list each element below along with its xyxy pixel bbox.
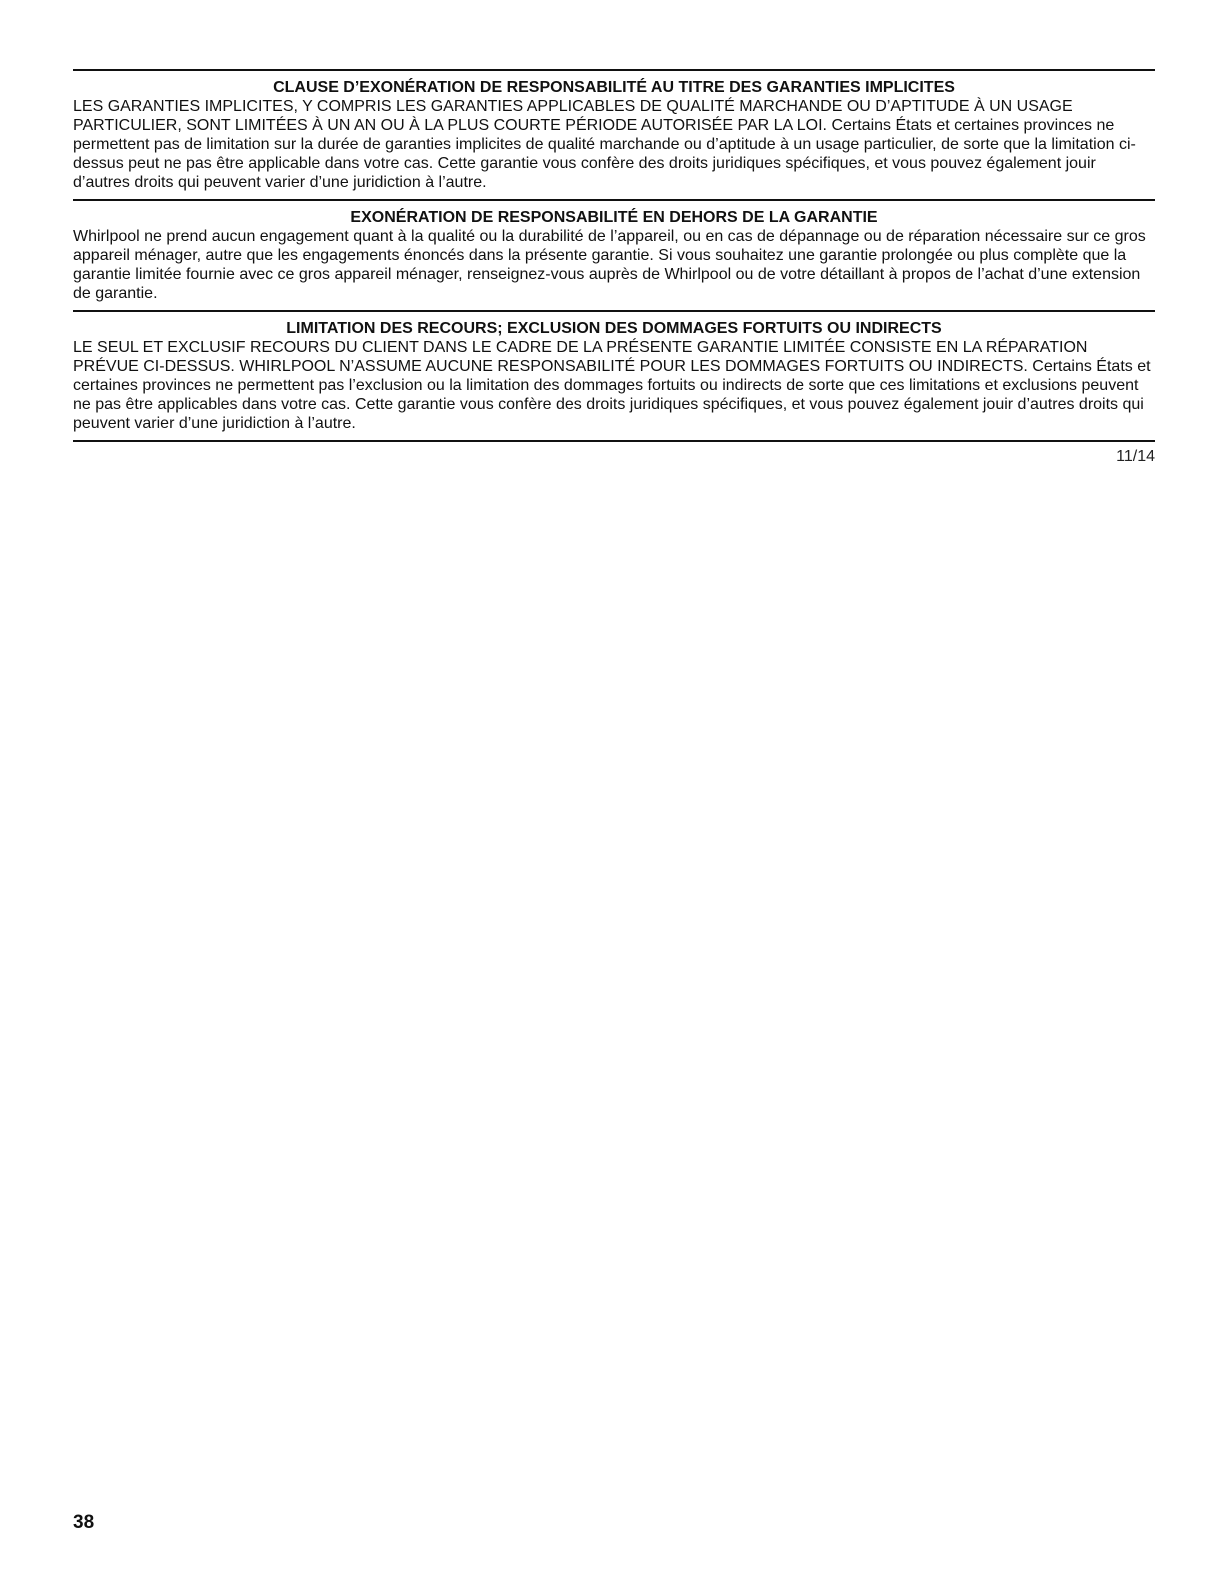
revision-date: 11/14 — [1116, 448, 1155, 465]
bottom-divider — [73, 440, 1155, 442]
section-heading: LIMITATION DES RECOURS; EXCLUSION DES DOMMAGES FORTUITS OU INDIRECTS — [286, 320, 942, 337]
section-heading: EXONÉRATION DE RESPONSABILITÉ EN DEHORS DE LA GARANTIE — [350, 209, 878, 226]
page-number: 38 — [73, 1512, 95, 1533]
section-heading: CLAUSE D’EXONÉRATION DE RESPONSABILITÉ AU TITRE DES GARANTIES IMPLICITES — [273, 79, 955, 96]
outside-warranty-section — [73, 199, 1155, 310]
section-body: LE SEUL ET EXCLUSIF RECOURS DU CLIENT DANS LE CADRE DE LA PRÉSENTE GARANTIE LIMITÉE CONSISTE EN LA RÉPARATION PRÉVUE CI-DESSUS. WHIRLPOOL N’ASSUME AUCUNE RESPONSABILITÉ POUR LES DOMMAGES FORTUITS OU INDIRECTS. Certains États et certaines provinces ne permettent pas l’exclusion ou la limitation des dommages fortuits ou indirects de sorte que ces limitations et exclusions peuvent ne pas être applicables dans votre cas. Cette garantie vous confère des droits juridiques spécifiques, et vous pouvez également jouir d’autres droits qui peuvent varier d’une juridiction à l’autre. — [73, 339, 1151, 432]
warranty-content — [73, 69, 1155, 466]
section-body: Whirlpool ne prend aucun engagement quant à la qualité ou la durabilité de l’appareil, ou en cas de dépannage ou de réparation nécessaire sur ce gros appareil ménager, autre que les engagements énoncés dans la présente garantie. Si vous souhaitez une garantie prolongée ou plus complète que la garantie limitée fournie avec ce gros appareil ménager, renseignez-vous auprès de Whirlpool ou de votre détaillant à propos de l’achat d’une extension de garantie. — [73, 228, 1146, 302]
implied-warranties-section — [73, 69, 1155, 199]
section-body: LES GARANTIES IMPLICITES, Y COMPRIS LES GARANTIES APPLICABLES DE QUALITÉ MARCHANDE OU D’APTITUDE À UN USAGE PARTICULIER, SONT LIMITÉES À UN AN OU À LA PLUS COURTE PÉRIODE AUTORISÉE PAR LA LOI. Certains États et certaines provinces ne permettent pas de limitation sur la durée de garanties implicites de qualité marchande ou d’aptitude à un usage particulier, de sorte que la limitation ci-dessus peut ne pas être applicable dans votre cas. Cette garantie vous confère des droits juridiques spécifiques, et vous pouvez également jouir d’autres droits qui peuvent varier d’une juridiction à l’autre. — [73, 98, 1136, 191]
limitation-remedies-section — [73, 310, 1155, 440]
